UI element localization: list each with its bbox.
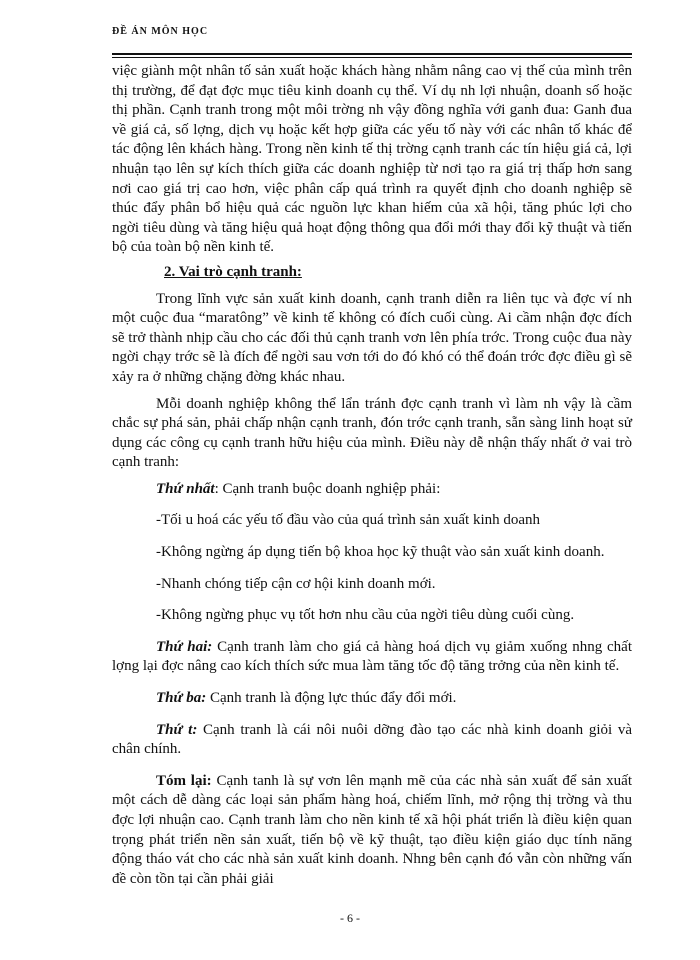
bullet-consumer: -Không ngừng phục vụ tốt hơn nhu cầu của ngời tiêu dùng cuối cùng. [156, 607, 575, 624]
page-body [112, 62, 632, 889]
intro-paragraph: việc giành một nhân tố sản xuất hoặc khách hàng nhằm nâng cao vị thế của mình trên thị trường, để đạt đợc mục tiêu kinh doanh cụ thể. Ví dụ nh lợi nhuận, doanh số hoặc thị phần. Cạnh tranh trong một môi trờng nh vậy đồng nghĩa với ganh đua: Ganh đua về giá cả, số lợng, dịch vụ hoặc kết hợp giữa các yếu tố này với các nhân tố khác để tác động lên khách hàng. Trong nền kinh tế thị trờng cạnh tranh các tín hiệu giá cả, lợi nhuận tạo lên sự kích thích giữa các doanh nghiệp từ nơi tạo ra giá trị thấp hơn sang nơi cao giá trị cao hơn, việc phân cấp quá trình ra quyết định cho doanh nghiệp sẽ thúc đẩy phân bổ hiệu quả các nguồn lực khan hiếm của xã hội, tăng phúc lợi cho ngời tiêu dùng và tăng hiệu quả hoạt động thông qua đổi mới thay đổi kỹ thuật và tiến bộ của toàn bộ nền kinh tế. [112, 63, 632, 256]
summary-paragraph [112, 772, 632, 890]
document-header: ĐỀ ÁN MÔN HỌC [112, 26, 209, 37]
summary-label: Tóm lại: [156, 772, 212, 789]
second-role-label: Thứ hai: [156, 638, 213, 655]
bullet-technology: -Không ngừng áp dụng tiến bộ khoa học kỹ thuật vào sản xuất kinh doanh. [156, 544, 605, 561]
first-role-label: Thứ nhất [156, 480, 215, 497]
first-role-paragraph [112, 480, 632, 500]
third-role-paragraph [112, 689, 632, 709]
second-role-paragraph [112, 638, 632, 677]
paragraph-race: Trong lĩnh vực sản xuất kinh doanh, cạnh tranh diễn ra liên tục và đợc ví nh một cuộc đua “maratông” về kinh tế không có đích cuối cùng. Ai cầm nhận đợc đích sẽ trở thành nhịp cầu cho các đối thủ cạnh tranh vơn lên phía trớc. Trong cuộc đua này ngời chạy trớc sẽ là đích để ngời sau vơn tới do đó khó có thể đoán trớc đợc điều gì sẽ xảy ra ở những chặng đờng khác nhau. [112, 290, 632, 385]
header-rule-thick [112, 53, 632, 55]
bullet-opportunity: -Nhanh chóng tiếp cận cơ hội kinh doanh mới. [156, 575, 436, 592]
bullet-optimize: -Tối u hoá các yếu tố đầu vào của quá trình sản xuất kinh doanh [156, 512, 541, 529]
fourth-role-text: Cạnh tranh là cái nôi nuôi dỡng đào tạo các nhà kinh doanh giỏi và chân chính. [112, 721, 632, 758]
section-heading: 2. Vai trò cạnh tranh: [164, 263, 302, 280]
fourth-role-label: Thứ t: [156, 721, 198, 738]
fourth-role-paragraph [112, 721, 632, 760]
third-role-text: Cạnh tranh là động lực thúc đẩy đổi mới. [206, 690, 457, 707]
paragraph-no-escape: Mỗi doanh nghiệp không thể lẩn tránh đợc cạnh tranh vì làm nh vậy là cầm chắc sự phá sản, phải chấp nhận cạnh tranh, đón trớc cạnh tranh, sẵn sàng linh hoạt sử dụng các công cụ cạnh tranh hữu hiệu của mình. Điều này dễ nhận thấy nhất ở vai trò cạnh tranh: [112, 395, 632, 471]
page-number: - 6 - [340, 911, 360, 925]
header-rule-thin [112, 57, 632, 58]
third-role-label: Thứ ba: [156, 690, 207, 707]
second-role-text: Cạnh tranh làm cho giá cả hàng hoá dịch vụ giảm xuống nhng chất lợng lại đợc nâng cao kích thích sức mua làm tăng tốc độ tăng trởng của nền kinh tế. [112, 638, 633, 675]
first-role-text: : Cạnh tranh buộc doanh nghiệp phải: [214, 480, 441, 497]
summary-text: Cạnh tanh là sự vơn lên mạnh mẽ của các nhà sản xuất để sản xuất một cách dễ dàng các loại sản phẩm hàng hoá, chiếm lĩnh, mở rộng thị trờng và thu đợc lợi nhuận cao. Cạnh tranh làm cho nền kinh tế xã hội phát triển là điều kiện quan trọng phát triển nền sản xuất, tiến bộ về kỹ thuật, tạo điều kiện giáo dục tính năng động tháo vát cho các nhà sản xuất kinh doanh. Nhng bên cạnh đó vẫn còn những vấn đề còn tồn tại cần phải giải [112, 772, 632, 887]
